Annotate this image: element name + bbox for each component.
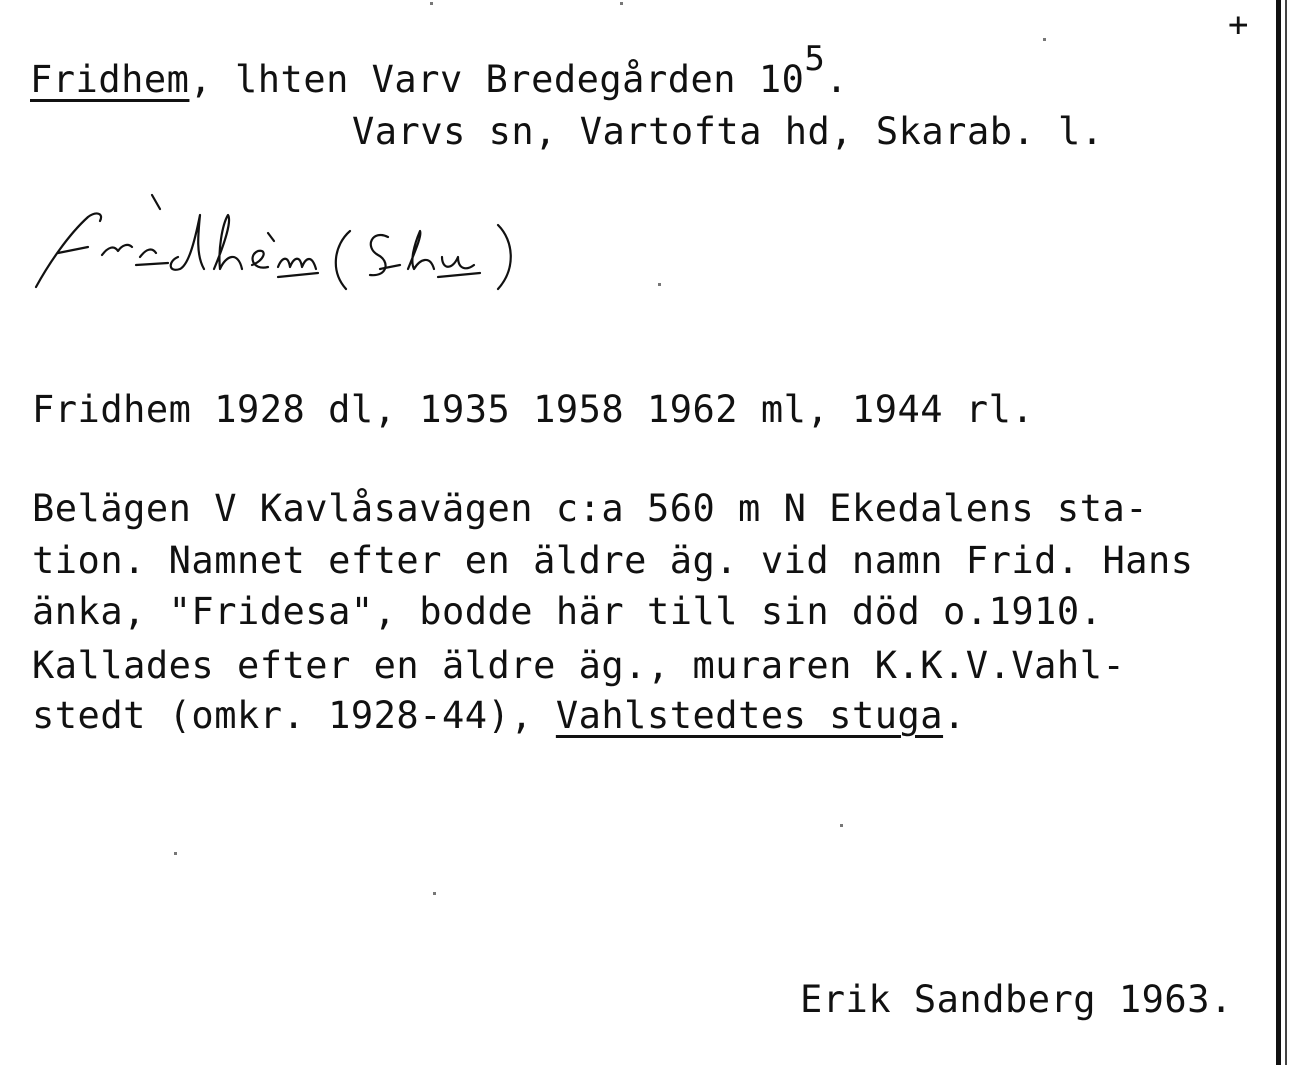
header-period: . — [825, 58, 849, 101]
scan-speck — [1043, 38, 1046, 41]
body-line-3: änka, "Fridesa", bodde här till sin död o.1910. — [32, 590, 1103, 633]
sources-line: Fridhem 1928 dl, 1935 1958 1962 ml, 1944 rl. — [32, 388, 1035, 431]
handwritten-note — [28, 185, 628, 305]
scan-speck — [174, 852, 177, 855]
header-line-1 — [30, 39, 849, 103]
scan-speck — [433, 892, 436, 895]
body-line-2: tion. Namnet efter en äldre äg. vid namn Frid. Hans — [32, 539, 1194, 582]
body-line-4: Kallades efter en äldre äg., muraren K.K.V.Vahl- — [32, 644, 1126, 687]
header-superscript: 5 — [804, 39, 826, 79]
scan-speck — [430, 2, 433, 5]
body-line-5-end: . — [943, 694, 966, 737]
corner-plus-mark: + — [1228, 5, 1249, 45]
header-location: , lhten Varv Bredegården 10 — [189, 58, 805, 101]
body-line-5 — [32, 694, 966, 738]
body-line-1: Belägen V Kavlåsavägen c:a 560 m N Ekedalens sta- — [32, 487, 1149, 530]
header-line-2: Varvs sn, Vartofta hd, Skarab. l. — [352, 110, 1104, 153]
place-name: Fridhem — [30, 58, 190, 101]
card-edge-line — [1276, 0, 1281, 1065]
card-edge-shadow — [1285, 0, 1287, 1065]
alternate-name: Vahlstedtes stuga — [555, 694, 944, 737]
scan-speck — [840, 824, 843, 827]
body-line-5-start: stedt (omkr. 1928-44), — [32, 694, 556, 737]
author-signature: Erik Sandberg 1963. — [800, 978, 1233, 1021]
scan-speck — [620, 2, 623, 5]
scan-speck — [658, 283, 661, 286]
